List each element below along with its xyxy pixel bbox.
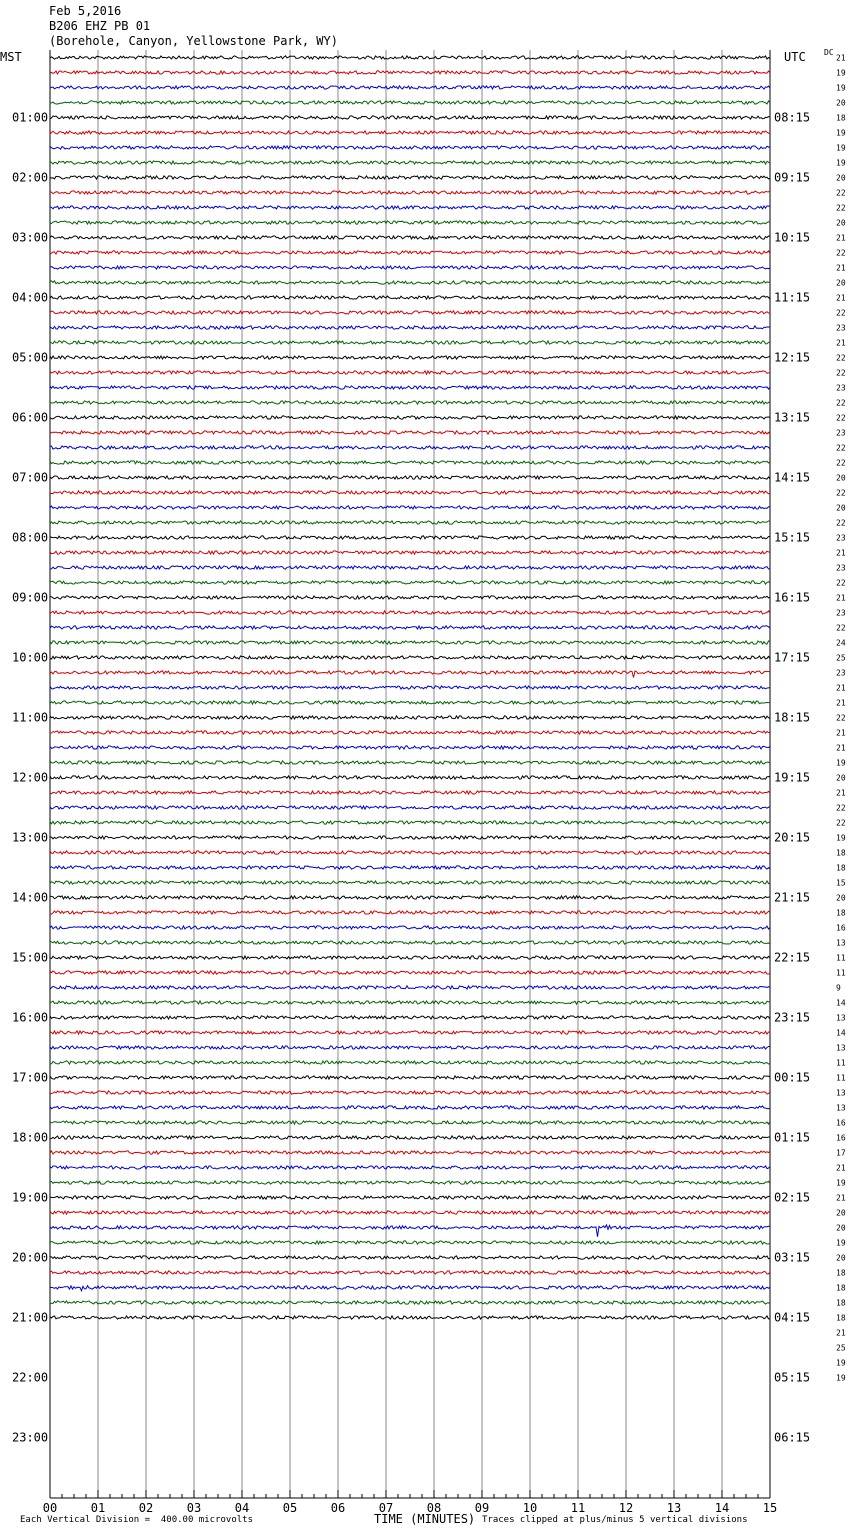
- trace-row-11: [50, 221, 770, 224]
- dc-offset-86: 25: [836, 1343, 846, 1353]
- trace-row-21: [50, 371, 770, 374]
- trace-row-15: [50, 281, 770, 284]
- trace-row-28: [50, 476, 770, 479]
- trace-row-31: [50, 521, 770, 524]
- dc-title: DC: [824, 48, 834, 57]
- dc-offset-23: 22: [836, 398, 846, 408]
- utc-label-08:15: 08:15: [774, 110, 811, 125]
- dc-offset-77: 20: [836, 1208, 846, 1218]
- utc-label-16:15: 16:15: [774, 590, 811, 605]
- utc-label-13:15: 13:15: [774, 410, 811, 425]
- dc-offset-31: 22: [836, 518, 846, 528]
- trace-row-60: [50, 956, 770, 959]
- dc-offset-53: 18: [836, 848, 846, 858]
- trace-row-64: [50, 1016, 770, 1019]
- scale-note: Each Vertical Division = 400.00 microvolts: [20, 1515, 253, 1525]
- mst-label-04:00: 04:00: [12, 290, 49, 305]
- trace-row-3: [50, 101, 770, 104]
- trace-row-7: [50, 161, 770, 164]
- trace-row-30: [50, 506, 770, 509]
- dc-offset-41: 23: [836, 668, 846, 678]
- utc-label-23:15: 23:15: [774, 1010, 811, 1025]
- trace-row-58: [50, 926, 770, 929]
- trace-row-83: [50, 1301, 770, 1304]
- utc-label-05:15: 05:15: [774, 1370, 811, 1385]
- dc-offset-20: 22: [836, 353, 846, 363]
- trace-row-74: [50, 1166, 770, 1169]
- dc-offset-72: 16: [836, 1133, 846, 1143]
- chart-date: Feb 5,2016: [49, 4, 122, 18]
- trace-row-69: [50, 1091, 770, 1094]
- dc-offset-59: 13: [836, 938, 846, 948]
- mst-label-19:00: 19:00: [12, 1190, 49, 1205]
- trace-row-56: [50, 896, 770, 899]
- mst-label-14:00: 14:00: [12, 890, 49, 905]
- dc-offset-9: 22: [836, 188, 846, 198]
- trace-row-79: [50, 1241, 770, 1244]
- trace-row-6: [50, 146, 770, 149]
- dc-offset-48: 20: [836, 773, 846, 783]
- trace-row-62: [50, 986, 770, 989]
- dc-offset-57: 18: [836, 908, 846, 918]
- dc-offset-26: 22: [836, 443, 846, 453]
- dc-offset-73: 17: [836, 1148, 846, 1158]
- dc-offset-68: 11: [836, 1073, 846, 1083]
- trace-row-23: [50, 401, 770, 404]
- trace-row-73: [50, 1151, 770, 1154]
- trace-row-5: [50, 131, 770, 134]
- dc-offset-84: 18: [836, 1313, 846, 1323]
- trace-row-1: [50, 71, 770, 74]
- dc-offset-19: 21: [836, 338, 846, 348]
- x-tick-label-03: 03: [186, 1501, 202, 1515]
- dc-offset-66: 13: [836, 1043, 846, 1053]
- trace-row-45: [50, 731, 770, 734]
- dc-offset-82: 18: [836, 1283, 846, 1293]
- trace-row-46: [50, 746, 770, 749]
- dc-offset-81: 18: [836, 1268, 846, 1278]
- x-tick-label-05: 05: [282, 1501, 298, 1515]
- dc-offset-85: 21: [836, 1328, 846, 1338]
- dc-offset-3: 20: [836, 98, 846, 108]
- dc-offset-46: 21: [836, 743, 846, 753]
- mst-label-01:00: 01:00: [12, 110, 49, 125]
- x-tick-label-14: 14: [714, 1501, 730, 1515]
- trace-row-37: [50, 611, 770, 614]
- x-tick-label-00: 00: [42, 1501, 58, 1515]
- dc-offset-51: 22: [836, 818, 846, 828]
- trace-row-42: [50, 686, 770, 689]
- trace-row-52: [50, 836, 770, 839]
- dc-offset-15: 20: [836, 278, 846, 288]
- trace-row-24: [50, 416, 770, 419]
- trace-row-50: [50, 806, 770, 809]
- dc-offset-88: 19: [836, 1373, 846, 1383]
- utc-label-11:15: 11:15: [774, 290, 811, 305]
- dc-offset-30: 20: [836, 503, 846, 513]
- trace-row-54: [50, 866, 770, 869]
- dc-offset-83: 18: [836, 1298, 846, 1308]
- utc-label-15:15: 15:15: [774, 530, 811, 545]
- trace-row-19: [50, 341, 770, 344]
- dc-offset-14: 21: [836, 263, 846, 273]
- trace-row-67: [50, 1061, 770, 1064]
- dc-offset-63: 14: [836, 998, 846, 1008]
- trace-row-84: [50, 1316, 770, 1319]
- trace-row-78: [50, 1225, 770, 1237]
- dc-offset-8: 20: [836, 173, 846, 183]
- dc-offset-28: 20: [836, 473, 846, 483]
- dc-offset-36: 21: [836, 593, 846, 603]
- mst-label-08:00: 08:00: [12, 530, 49, 545]
- x-tick-label-04: 04: [234, 1501, 250, 1515]
- x-tick-label-12: 12: [618, 1501, 634, 1515]
- trace-row-72: [50, 1136, 770, 1139]
- minute-gridlines: [50, 50, 770, 1498]
- x-tick-label-11: 11: [570, 1501, 586, 1515]
- x-tick-label-09: 09: [474, 1501, 490, 1515]
- utc-label-06:15: 06:15: [774, 1430, 811, 1445]
- mst-label-22:00: 22:00: [12, 1370, 49, 1385]
- utc-label-09:15: 09:15: [774, 170, 811, 185]
- dc-offset-80: 20: [836, 1253, 846, 1263]
- trace-row-51: [50, 821, 770, 824]
- mst-label-16:00: 16:00: [12, 1010, 49, 1025]
- trace-row-43: [50, 701, 770, 704]
- station-code: B206 EHZ PB 01: [49, 19, 151, 33]
- trace-row-41: [50, 671, 770, 678]
- dc-offset-2: 19: [836, 83, 846, 93]
- mst-label-18:00: 18:00: [12, 1130, 49, 1145]
- trace-row-9: [50, 191, 770, 194]
- utc-label-12:15: 12:15: [774, 350, 811, 365]
- dc-offset-47: 19: [836, 758, 846, 768]
- trace-row-81: [50, 1271, 770, 1274]
- trace-row-47: [50, 761, 770, 764]
- dc-offset-34: 23: [836, 563, 846, 573]
- dc-offset-54: 18: [836, 863, 846, 873]
- x-tick-label-10: 10: [522, 1501, 538, 1515]
- trace-row-75: [50, 1181, 770, 1184]
- trace-row-57: [50, 911, 770, 914]
- dc-offset-32: 23: [836, 533, 846, 543]
- mst-label-17:00: 17:00: [12, 1070, 49, 1085]
- dc-offset-43: 21: [836, 698, 846, 708]
- trace-row-55: [50, 881, 770, 884]
- dc-offset-12: 21: [836, 233, 846, 243]
- dc-offset-55: 15: [836, 878, 846, 888]
- utc-label-14:15: 14:15: [774, 470, 811, 485]
- dc-offset-1: 19: [836, 68, 846, 78]
- dc-offset-62: 9: [836, 983, 841, 993]
- utc-label-04:15: 04:15: [774, 1310, 811, 1325]
- dc-offset-7: 19: [836, 158, 846, 168]
- trace-row-38: [50, 626, 770, 629]
- utc-label-03:15: 03:15: [774, 1250, 811, 1265]
- dc-offset-44: 22: [836, 713, 846, 723]
- mst-label-03:00: 03:00: [12, 230, 49, 245]
- x-tick-label-06: 06: [330, 1501, 346, 1515]
- utc-label-10:15: 10:15: [774, 230, 811, 245]
- trace-row-27: [50, 461, 770, 464]
- utc-label-00:15: 00:15: [774, 1070, 811, 1085]
- trace-row-40: [50, 656, 770, 659]
- mst-label-07:00: 07:00: [12, 470, 49, 485]
- dc-offset-56: 20: [836, 893, 846, 903]
- trace-row-66: [50, 1046, 770, 1049]
- x-tick-label-15: 15: [762, 1501, 778, 1515]
- dc-offset-5: 19: [836, 128, 846, 138]
- trace-row-65: [50, 1031, 770, 1034]
- dc-offset-17: 22: [836, 308, 846, 318]
- trace-row-0: [50, 56, 770, 59]
- dc-offset-76: 21: [836, 1193, 846, 1203]
- dc-offset-10: 22: [836, 203, 846, 213]
- dc-offset-40: 25: [836, 653, 846, 663]
- utc-label-18:15: 18:15: [774, 710, 811, 725]
- dc-offset-24: 22: [836, 413, 846, 423]
- dc-offset-60: 11: [836, 953, 846, 963]
- trace-row-13: [50, 251, 770, 254]
- trace-row-2: [50, 86, 770, 89]
- mst-label-11:00: 11:00: [12, 710, 49, 725]
- trace-row-44: [50, 716, 770, 719]
- dc-offset-33: 21: [836, 548, 846, 558]
- dc-offset-0: 21: [836, 53, 846, 63]
- dc-offset-79: 19: [836, 1238, 846, 1248]
- trace-row-26: [50, 446, 770, 449]
- dc-offset-16: 21: [836, 293, 846, 303]
- trace-row-63: [50, 1001, 770, 1004]
- dc-offset-45: 21: [836, 728, 846, 738]
- dc-offset-42: 21: [836, 683, 846, 693]
- trace-row-53: [50, 851, 770, 854]
- trace-row-29: [50, 491, 770, 494]
- dc-offset-4: 18: [836, 113, 846, 123]
- dc-offset-6: 19: [836, 143, 846, 153]
- dc-offset-13: 22: [836, 248, 846, 258]
- utc-label-17:15: 17:15: [774, 650, 811, 665]
- mst-label-02:00: 02:00: [12, 170, 49, 185]
- trace-row-61: [50, 971, 770, 974]
- trace-row-22: [50, 386, 770, 389]
- trace-rows: [50, 56, 770, 1319]
- x-tick-label-08: 08: [426, 1501, 442, 1515]
- dc-offset-50: 22: [836, 803, 846, 813]
- trace-row-68: [50, 1076, 770, 1079]
- clip-note: Traces clipped at plus/minus 5 vertical divisions: [482, 1515, 748, 1525]
- dc-offset-25: 23: [836, 428, 846, 438]
- trace-row-20: [50, 356, 770, 359]
- dc-offset-64: 13: [836, 1013, 846, 1023]
- utc-hour-labels: [774, 111, 810, 1445]
- utc-label-01:15: 01:15: [774, 1130, 811, 1145]
- dc-offset-11: 20: [836, 218, 846, 228]
- dc-offset-35: 22: [836, 578, 846, 588]
- trace-row-77: [50, 1211, 770, 1214]
- utc-label-20:15: 20:15: [774, 830, 811, 845]
- mst-label-21:00: 21:00: [12, 1310, 49, 1325]
- dc-offset-52: 19: [836, 833, 846, 843]
- dc-offset-75: 19: [836, 1178, 846, 1188]
- trace-row-10: [50, 206, 770, 209]
- dc-offset-18: 23: [836, 323, 846, 333]
- mst-label-06:00: 06:00: [12, 410, 49, 425]
- x-tick-label-01: 01: [90, 1501, 106, 1515]
- trace-row-71: [50, 1121, 770, 1124]
- trace-row-4: [50, 116, 770, 119]
- mst-hour-labels: [12, 111, 48, 1445]
- trace-row-59: [50, 941, 770, 944]
- dc-offset-65: 14: [836, 1028, 846, 1038]
- trace-row-16: [50, 296, 770, 299]
- trace-row-12: [50, 236, 770, 239]
- dc-offset-70: 13: [836, 1103, 846, 1113]
- utc-label-21:15: 21:15: [774, 890, 811, 905]
- trace-row-82: [50, 1286, 770, 1291]
- station-location: (Borehole, Canyon, Yellowstone Park, WY): [49, 34, 338, 48]
- x-axis-title: TIME (MINUTES): [374, 1512, 476, 1526]
- dc-offset-58: 16: [836, 923, 846, 933]
- mst-label-12:00: 12:00: [12, 770, 49, 785]
- trace-row-8: [50, 176, 770, 179]
- trace-row-49: [50, 791, 770, 794]
- utc-label-19:15: 19:15: [774, 770, 811, 785]
- mst-label-10:00: 10:00: [12, 650, 49, 665]
- dc-offset-87: 19: [836, 1358, 846, 1368]
- dc-offset-labels: [836, 54, 846, 1383]
- dc-offset-69: 13: [836, 1088, 846, 1098]
- utc-label-02:15: 02:15: [774, 1190, 811, 1205]
- trace-row-35: [50, 581, 770, 584]
- dc-offset-71: 16: [836, 1118, 846, 1128]
- mst-axis-title: MST: [0, 50, 22, 64]
- trace-row-32: [50, 536, 770, 539]
- dc-offset-21: 22: [836, 368, 846, 378]
- x-tick-label-13: 13: [666, 1501, 682, 1515]
- trace-row-33: [50, 551, 770, 554]
- trace-row-36: [50, 596, 770, 599]
- dc-offset-61: 11: [836, 968, 846, 978]
- dc-offset-38: 22: [836, 623, 846, 633]
- dc-offset-78: 20: [836, 1223, 846, 1233]
- trace-row-76: [50, 1196, 770, 1199]
- mst-label-13:00: 13:00: [12, 830, 49, 845]
- trace-row-70: [50, 1106, 770, 1109]
- trace-row-14: [50, 266, 770, 269]
- trace-row-80: [50, 1256, 770, 1259]
- dc-offset-39: 24: [836, 638, 846, 648]
- dc-offset-29: 22: [836, 488, 846, 498]
- trace-row-34: [50, 566, 770, 569]
- dc-offset-74: 21: [836, 1163, 846, 1173]
- mst-label-09:00: 09:00: [12, 590, 49, 605]
- dc-offset-22: 23: [836, 383, 846, 393]
- dc-offset-27: 22: [836, 458, 846, 468]
- utc-label-22:15: 22:15: [774, 950, 811, 965]
- mst-label-15:00: 15:00: [12, 950, 49, 965]
- trace-row-18: [50, 326, 770, 329]
- utc-axis-title: UTC: [784, 50, 806, 64]
- dc-offset-67: 11: [836, 1058, 846, 1068]
- mst-label-20:00: 20:00: [12, 1250, 49, 1265]
- trace-row-25: [50, 431, 770, 434]
- trace-row-17: [50, 311, 770, 314]
- trace-row-39: [50, 641, 770, 644]
- dc-offset-37: 23: [836, 608, 846, 618]
- dc-offset-49: 21: [836, 788, 846, 798]
- trace-row-48: [50, 776, 770, 779]
- mst-label-05:00: 05:00: [12, 350, 49, 365]
- x-tick-label-02: 02: [138, 1501, 154, 1515]
- x-tick-label-07: 07: [378, 1501, 394, 1515]
- mst-label-23:00: 23:00: [12, 1430, 49, 1445]
